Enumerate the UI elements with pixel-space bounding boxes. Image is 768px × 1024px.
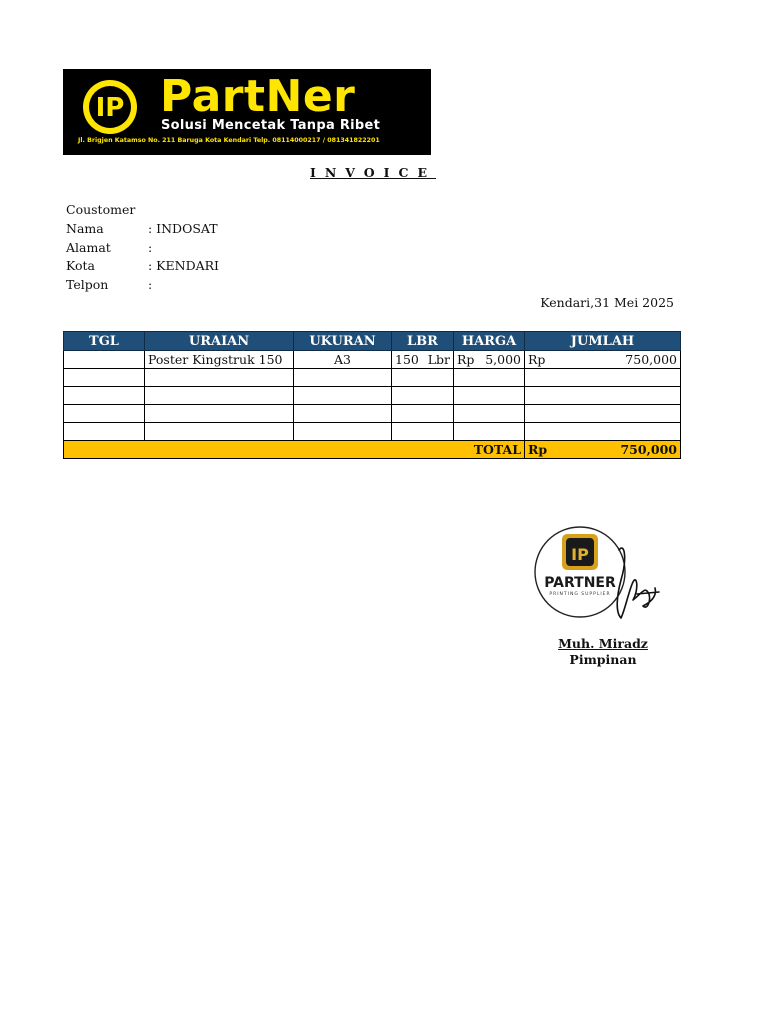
cell-harga	[454, 351, 525, 369]
invoice-date: Kendari,31 Mei 2025	[540, 295, 674, 310]
table-row-empty	[64, 369, 681, 387]
cell-jumlah	[525, 351, 681, 369]
cell-jumlah-currency: Rp	[528, 352, 546, 367]
cell-harga-currency: Rp	[457, 352, 475, 367]
company-banner	[63, 69, 431, 155]
customer-address-value: :	[148, 240, 153, 255]
header-harga: HARGA	[454, 332, 525, 351]
table-row-empty	[64, 405, 681, 423]
header-ukuran: UKURAN	[294, 332, 392, 351]
cell-jumlah-value: 750,000	[625, 352, 677, 367]
table-header-row	[64, 332, 681, 351]
customer-city-value: : KENDARI	[148, 258, 219, 273]
company-stamp-icon	[533, 520, 668, 630]
stamp-mark: IP	[571, 545, 589, 564]
table-row-empty	[64, 423, 681, 441]
total-label: TOTAL	[64, 441, 525, 459]
cell-ukuran: A3	[294, 351, 392, 369]
signatory-name: Muh. Miradz	[558, 636, 648, 651]
table-row	[64, 351, 681, 369]
header-tgl: TGL	[64, 332, 145, 351]
header-lbr: LBR	[392, 332, 454, 351]
customer-city-label: Kota	[66, 258, 96, 273]
customer-phone-label: Telpon	[66, 277, 109, 292]
customer-phone-value: :	[148, 277, 153, 292]
company-name: PartNer	[160, 71, 356, 122]
total-row	[64, 441, 681, 459]
customer-address-label: Alamat	[66, 240, 111, 255]
header-uraian: URAIAN	[145, 332, 294, 351]
total-currency: Rp	[528, 442, 548, 457]
invoice-title: INVOICE	[310, 165, 436, 180]
invoice-table	[63, 331, 681, 459]
logo-mark: IP	[95, 93, 125, 123]
table-row-empty	[64, 387, 681, 405]
total-value: 750,000	[620, 442, 677, 457]
cell-tgl	[64, 351, 145, 369]
company-address: Jl. Brigjen Katamso No. 211 Baruga Kota Kendari Telp. 08114000217 / 081341822201	[78, 137, 380, 144]
company-tagline: Solusi Mencetak Tanpa Ribet	[161, 118, 381, 133]
customer-name-label: Nama	[66, 221, 104, 236]
header-jumlah: JUMLAH	[525, 332, 681, 351]
customer-name-value: : INDOSAT	[148, 221, 218, 236]
cell-lbr-qty: 150	[395, 352, 419, 367]
customer-section-label: Coustomer	[66, 202, 136, 217]
cell-lbr-unit: Lbr	[427, 352, 450, 367]
cell-harga-value: 5,000	[485, 352, 521, 367]
stamp-subtitle: PRINTING SUPPLIER	[549, 592, 611, 597]
signatory-title: Pimpinan	[569, 652, 637, 667]
company-logo-icon	[75, 77, 145, 137]
cell-lbr	[392, 351, 454, 369]
total-cell	[525, 441, 681, 459]
stamp-name: PARTNER	[544, 575, 616, 591]
cell-uraian: Poster Kingstruk 150	[145, 351, 294, 369]
